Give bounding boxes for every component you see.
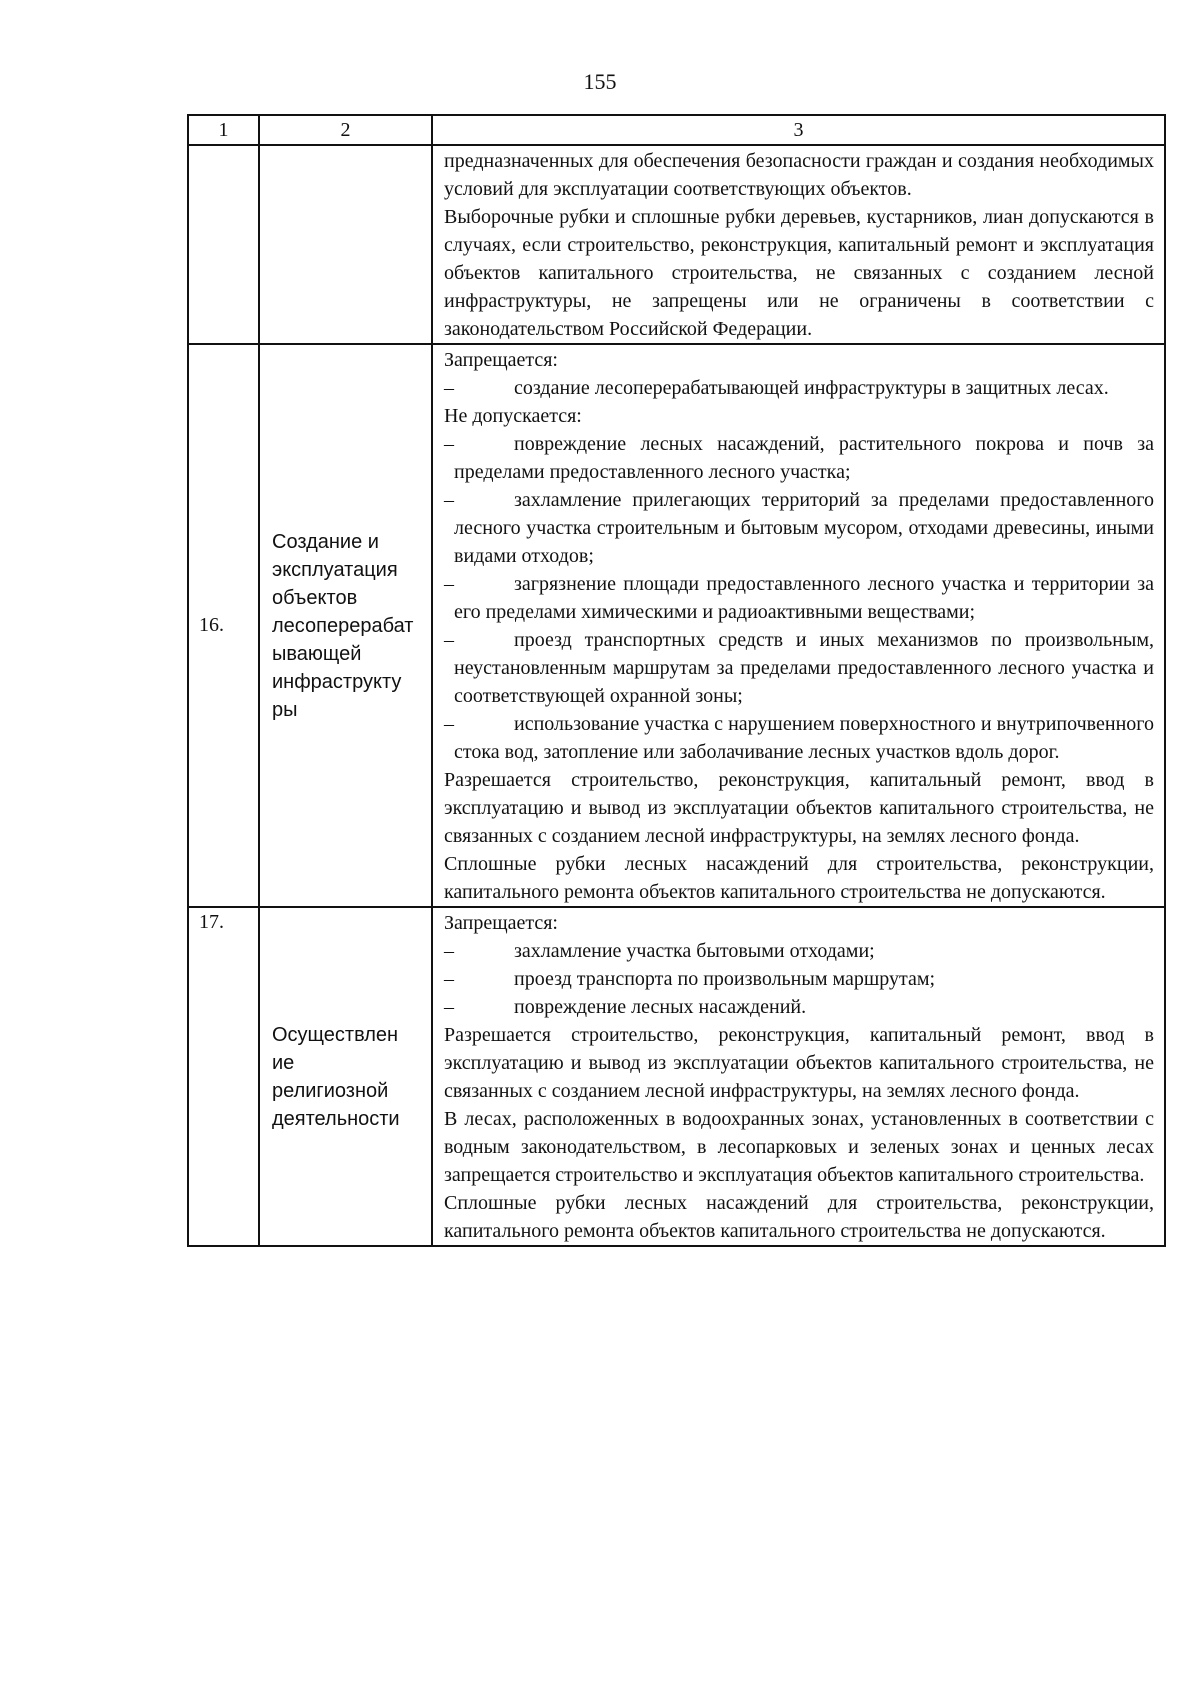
dash-marker: – — [444, 996, 454, 1018]
list-item — [444, 937, 1154, 965]
regulation-text-cell — [432, 145, 1165, 344]
list-item — [444, 430, 1154, 486]
list-item — [444, 570, 1154, 626]
list-item — [444, 710, 1154, 766]
paragraph: Сплошные рубки лесных насаждений для строительства, реконструкции, капитального ремонта объектов капитального строительства не допускаются. — [444, 1192, 1154, 1242]
dash-marker: – — [444, 573, 454, 595]
row-number: 17. — [199, 911, 224, 933]
row-number-cell — [188, 145, 259, 344]
list-item — [444, 965, 1154, 993]
prohibited-heading: Запрещается: — [444, 349, 558, 371]
list-item-text: повреждение лесных насаждений, растительного покрова и почв за пределами предоставленного лесного участка; — [454, 433, 1154, 483]
subject-cell — [259, 344, 432, 907]
not-allowed-heading: Не допускается: — [444, 405, 582, 427]
row-number-cell — [188, 907, 259, 1246]
paragraph: Сплошные рубки лесных насаждений для строительства, реконструкции, капитального ремонта объектов капитального строительства не допускаются. — [444, 853, 1154, 903]
list-item-text: загрязнение площади предоставленного лесного участка и территории за его пределами химическими и радиоактивными веществами; — [454, 573, 1154, 623]
paragraph: В лесах, расположенных в водоохранных зонах, установленных в соответствии с водным законодательством, в лесопарковых и зеленых зонах и ценных лесах запрещается строительство и эксплуатация объектов капитального строительства. — [444, 1108, 1154, 1186]
dash-marker: – — [444, 968, 454, 990]
dash-marker: – — [444, 377, 454, 399]
activity-type: Осуществлен ие религиозной деятельности — [272, 1023, 400, 1130]
dash-marker: – — [444, 940, 454, 962]
dash-marker: – — [444, 433, 454, 455]
list-item — [444, 626, 1154, 710]
header-col-2: 2 — [259, 115, 432, 145]
regulation-text-cell — [432, 344, 1165, 907]
table-row-16 — [188, 344, 1165, 907]
paragraph: предназначенных для обеспечения безопасности граждан и создания необходимых условий для эксплуатации соответствующих объектов. — [444, 150, 1154, 200]
regulation-text-cell — [432, 907, 1165, 1246]
activity-type: Создание и эксплуатация объектов лесоперерабат ывающей инфраструкту ры — [272, 530, 414, 721]
list-item-text: использование участка с нарушением поверхностного и внутрипочвенного стока вод, затопление или заболачивание лесных участков вдоль дорог. — [454, 713, 1154, 763]
list-item-text: захламление прилегающих территорий за пределами предоставленного лесного участка строительным и бытовым мусором, отходами древесины, иными видами отходов; — [454, 489, 1154, 567]
list-item-text: проезд транспортных средств и иных механизмов по произвольным, неустановленным маршрутам за пределами предоставленного лесного участка и соответствующей охранной зоны; — [454, 629, 1154, 707]
paragraph: Выборочные рубки и сплошные рубки деревьев, кустарников, лиан допускаются в случаях, если строительство, реконструкция, капитальный ремонт и эксплуатация объектов капитального строительства, не связанных с созданием лесной инфраструктуры, не запрещены или не ограничены в соответствии с законодательством Российской Федерации. — [444, 206, 1154, 340]
regulation-table — [187, 114, 1166, 1247]
paragraph: Разрешается строительство, реконструкция, капитальный ремонт, ввод в эксплуатацию и вывод из эксплуатации объектов капитального строительства, не связанных с созданием лесной инфраструктуры, на землях лесного фонда. — [444, 1024, 1154, 1102]
list-item — [444, 486, 1154, 570]
table-row-17 — [188, 907, 1165, 1246]
header-col-1: 1 — [188, 115, 259, 145]
table-header-row — [188, 115, 1165, 145]
list-item — [444, 993, 1154, 1021]
row-number: 16. — [199, 614, 224, 636]
row-number-cell — [188, 344, 259, 907]
prohibited-heading: Запрещается: — [444, 912, 558, 934]
list-item-text: создание лесоперерабатывающей инфраструктуры в защитных лесах. — [514, 377, 1109, 399]
list-item-text: захламление участка бытовыми отходами; — [514, 940, 875, 962]
table-row-continuation — [188, 145, 1165, 344]
page-number: 155 — [583, 69, 617, 94]
subject-cell — [259, 145, 432, 344]
list-item-text: повреждение лесных насаждений. — [514, 996, 807, 1018]
dash-marker: – — [444, 629, 454, 651]
paragraph: Разрешается строительство, реконструкция, капитальный ремонт, ввод в эксплуатацию и вывод из эксплуатации объектов капитального строительства, не связанных с созданием лесной инфраструктуры, на землях лесного фонда. — [444, 769, 1154, 847]
subject-cell — [259, 907, 432, 1246]
list-item-text: проезд транспорта по произвольным маршрутам; — [514, 968, 936, 990]
dash-marker: – — [444, 489, 454, 511]
list-item — [444, 374, 1154, 402]
dash-marker: – — [444, 713, 454, 735]
header-col-3: 3 — [432, 115, 1165, 145]
